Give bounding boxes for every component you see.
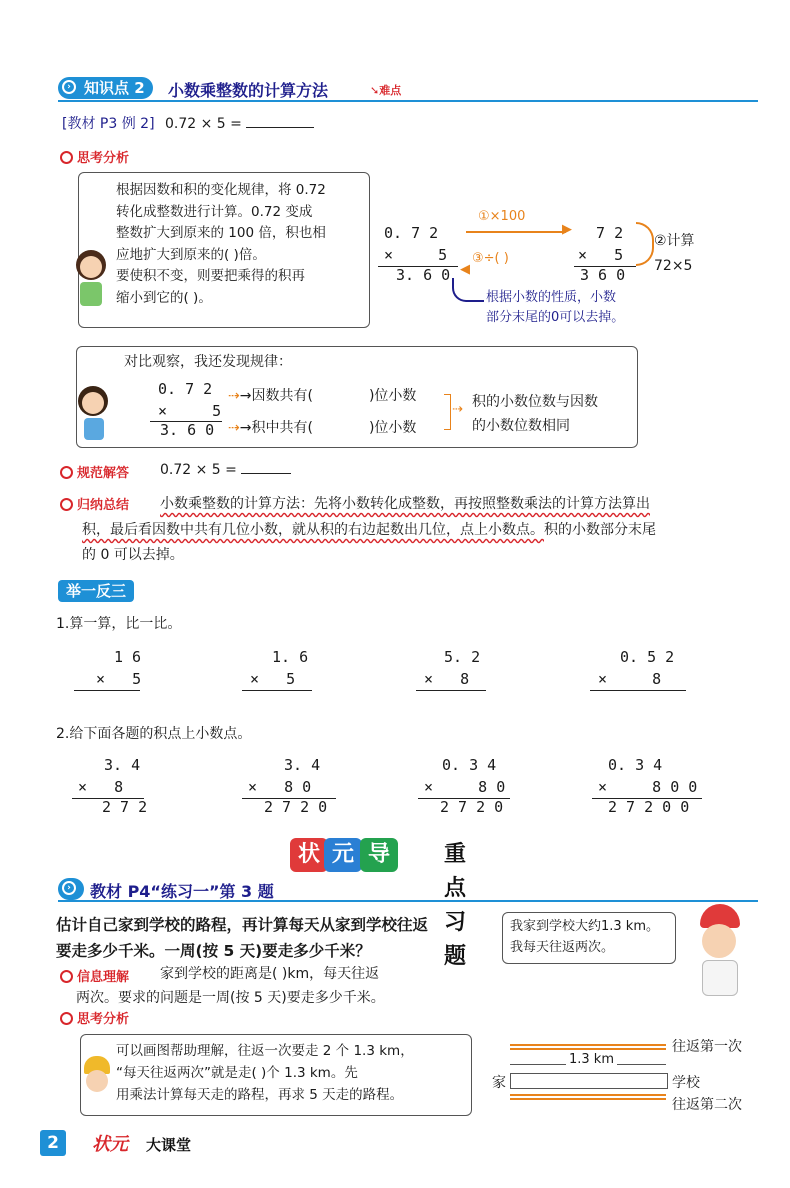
answer-blank[interactable] [246,127,314,128]
brand-text: 大课堂 [146,1136,192,1154]
compare-calc-result: 3. 6 0 [160,421,215,439]
q1-line-2 [242,690,312,691]
compute-label: ②计算 [654,233,695,249]
think2-tag: 思考分析 [60,1008,129,1027]
exercise-ref: 教材 P4“练习一”第 3 题 [90,882,274,901]
trip1-out [510,1044,666,1046]
q2-res-2: 2 7 2 0 [264,798,328,816]
section-title: 小数乘整数的计算方法 [168,81,329,100]
example-line [62,114,314,135]
example-ref: [教材 P3 例 2] [62,116,155,132]
arrow-top-line [466,231,566,233]
second-trip-label: 往返第二次 [672,1097,742,1113]
first-trip-label: 往返第一次 [672,1039,742,1055]
boy2-shirt [702,960,738,996]
arrow-circle-icon-2: › [62,881,76,895]
q1-line-3 [416,690,486,691]
school-label: 学校 [672,1075,700,1091]
info-line-1: 家到学校的距离是( )km，每天往返 [160,966,380,982]
boy3-face [86,1070,108,1092]
compare-head: 对比观察，我还发现规律： [124,354,292,370]
compare-calc: 0. 7 2 × 5 [158,380,222,420]
calc-left: 0. 7 2 × 5 [384,224,448,264]
home-label: 家 [492,1075,506,1091]
pencil-icon [60,498,73,511]
summary-l2: 积，最后看因数中共有几位小数，就从积的右边起数出几位，点上小数点。积的小数部分末尾 [82,522,656,538]
q1-text: 1.算一算，比一比。 [56,616,182,632]
arrow-mid-label: ③÷( ) [472,251,509,266]
arrow-mid-head: ◀ [460,262,470,277]
calc-left-result: 3. 6 0 [396,266,451,284]
banner-char-4: 重点习题 [436,838,474,872]
summary-l1: 小数乘整数的计算方法：先将小数转化成整数，再按照整数乘法的计算方法算出 [160,496,650,512]
q2-res-1: 2 7 2 [102,798,148,816]
rule-conclusion: 积的小数位数与因数 的小数位数相同 [472,394,598,434]
decimal-note: 根据小数的性质，小数 部分末尾的0可以去掉。 [486,290,625,325]
arrow-top-label: ①×100 [478,209,526,224]
girl-face [82,392,104,414]
boy-shirt [80,282,102,306]
girl-dress [84,418,104,440]
q2-item-2: 3. 4 × 8 0 [248,756,321,796]
knowledge-point-label: 知识点 2 [84,79,145,97]
compute-expr: 72×5 [654,258,693,274]
q1-item-4: 0. 5 2 × 8 [598,648,675,688]
q1-item-2: 1. 6 × 5 [250,648,309,688]
trip1-back [510,1048,666,1050]
trip2-back [510,1098,666,1100]
q2-res-4: 2 7 2 0 0 [608,798,690,816]
arrow-top-head: ▶ [562,222,572,237]
summary-tag: 归纳总结 [60,494,129,513]
page-number: 2 [40,1130,66,1156]
boy2-face [702,924,736,958]
exercise-pill [58,878,84,900]
calc-right-result: 3 6 0 [580,266,626,284]
answer-tag: 规范解答 [60,462,129,481]
info-line-2: 两次。要求的问题是一周(按 5 天)要走多少千米。 [76,990,385,1006]
info-icon [60,970,73,983]
brand-logo: 状元 [92,1134,128,1155]
think-tag: 思考分析 [60,147,129,166]
note-arrow [452,278,484,302]
q2-item-4: 0. 3 4 × 8 0 0 [598,756,698,796]
banner-char-1: 状 [290,838,328,872]
answer-blank-2[interactable] [241,473,291,474]
hint-text: 可以画图帮助理解，往返一次要走 2 个 1.3 km， “每天往返两次”就是走( )个 1.3 km。先 用乘法计算每天走的路程，再求 5 天走的路程。 [116,1043,414,1103]
banner-char-2: 元 [324,838,362,872]
section-header-bar [58,78,758,102]
q1-line-4 [590,690,686,691]
q2-text: 2.给下面各题的积点上小数点。 [56,726,252,742]
summary-l3: 的 0 可以去掉。 [82,547,184,563]
q2-res-3: 2 7 2 0 [440,798,504,816]
product-decimals: ⇢→积中共有( )位小数 [228,420,417,436]
bracket-arrow: ⇢ [452,402,463,417]
exercise-question: 估计自己家到学校的路程，再计算每天从家到学校往返 要走多少千米。一周(按 5 天)要走多少千米？ [56,916,429,960]
check-icon [60,466,73,479]
factor-decimals: ⇢→因数共有( )位小数 [228,388,417,404]
bulb-icon-2 [60,1012,73,1025]
trip2-out [510,1094,666,1096]
info-tag: 信息理解 [60,966,129,985]
q1-item-1: 1 6 × 5 [96,648,142,688]
compute-arc [636,222,654,266]
arrow-circle-icon: › [62,80,76,94]
bracket [444,394,451,430]
q2-item-3: 0. 3 4 × 8 0 [424,756,506,796]
answer-line: 0.72 × 5 = [160,460,291,481]
dist-label: 1.3 km [566,1052,617,1067]
difficulty-badge: ➘难点 [370,84,402,97]
road-bar [510,1073,668,1089]
knowledge-point-pill [58,77,153,99]
speech-text: 我家到学校大约1.3 km。 我每天往返两次。 [510,919,659,955]
bulb-icon [60,151,73,164]
analysis-text: 根据因数和积的变化规律，将 0.72 转化成整数进行计算。0.72 变成 整数扩大到原来的 100 倍，积也相 应地扩大到原来的( )倍。 要使积不变，则要把乘得的积再 缩小到它的( )。 [116,182,326,306]
practice-tag: 举一反三 [58,580,134,602]
banner-char-3: 导学 [360,838,398,872]
q1-line-1 [74,690,140,691]
example-expr: 0.72 × 5 = [164,116,242,132]
calc-right: 7 2 × 5 [578,224,624,264]
q2-item-1: 3. 4 × 8 [78,756,141,796]
boy-face [80,256,102,278]
q1-item-3: 5. 2 × 8 [424,648,481,688]
